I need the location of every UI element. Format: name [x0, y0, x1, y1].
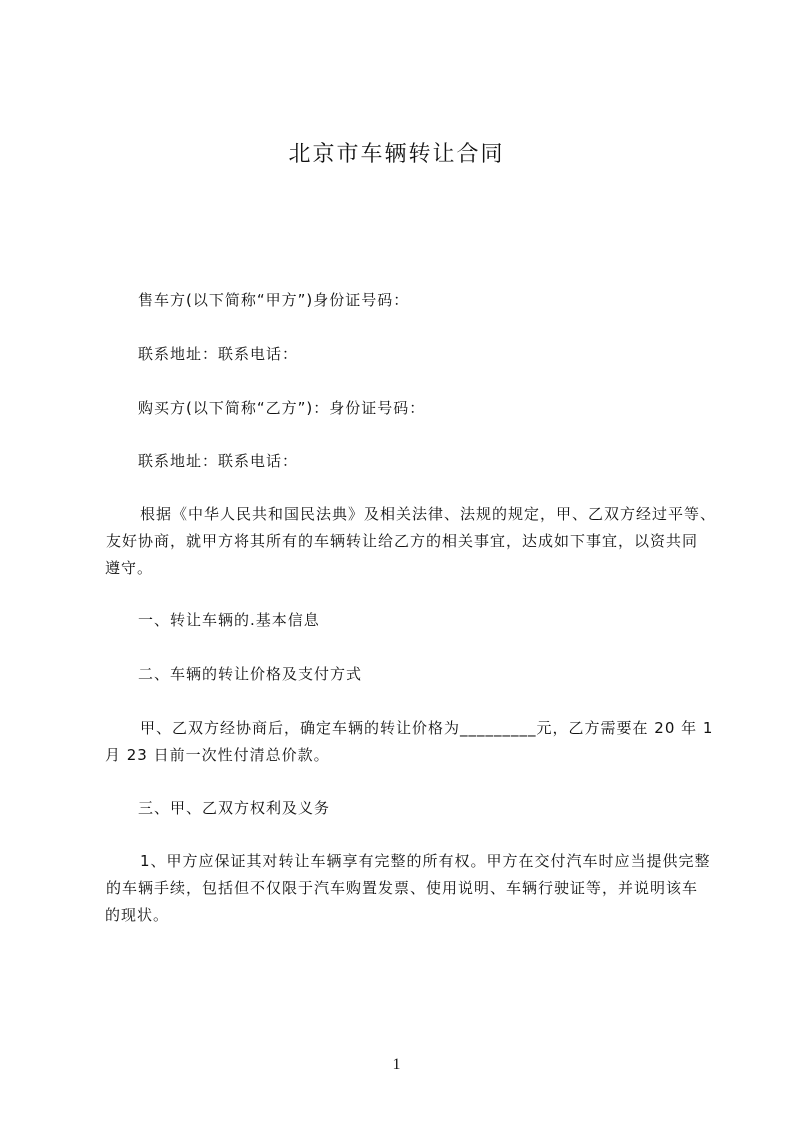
- section3-item1-line-3: 的现状。: [105, 906, 170, 924]
- preamble-line-3: 遵守。: [105, 559, 154, 577]
- page-number: 1: [392, 1056, 401, 1073]
- section3-heading: 三、甲、乙双方权利及义务: [138, 799, 331, 817]
- seller-id-line: 售车方(以下简称“甲方”)身份证号码：: [138, 291, 410, 309]
- section2-body-line-1: 甲、乙双方经协商后，确定车辆的转让价格为_________元，乙方需要在 20 年 1: [140, 719, 714, 737]
- section3-item1-line-2: 的车辆手续，包括但不仅限于汽车购置发票、使用说明、车辆行驶证等，并说明该车: [106, 879, 699, 897]
- section2-heading: 二、车辆的转让价格及支付方式: [138, 665, 363, 683]
- buyer-contact-line: 联系地址：联系电话：: [138, 452, 299, 470]
- preamble-line-1: 根据《中华人民共和国民法典》及相关法律、法规的规定，甲、乙双方经过平等、: [140, 505, 717, 523]
- document-title: 北京市车辆转让合同: [288, 142, 505, 167]
- preamble-line-2: 友好协商，就甲方将其所有的车辆转让给乙方的相关事宜，达成如下事宜，以资共同: [106, 532, 699, 550]
- section1-heading: 一、转让车辆的.基本信息: [138, 611, 320, 629]
- section3-item1-line-1: 1、甲方应保证其对转让车辆享有完整的所有权。甲方在交付汽车时应当提供完整: [140, 852, 711, 870]
- section2-body-line-2: 月 23 日前一次性付清总价款。: [105, 746, 330, 764]
- seller-contact-line: 联系地址：联系电话：: [138, 345, 299, 363]
- buyer-id-line: 购买方(以下简称“乙方”)：身份证号码：: [138, 399, 426, 417]
